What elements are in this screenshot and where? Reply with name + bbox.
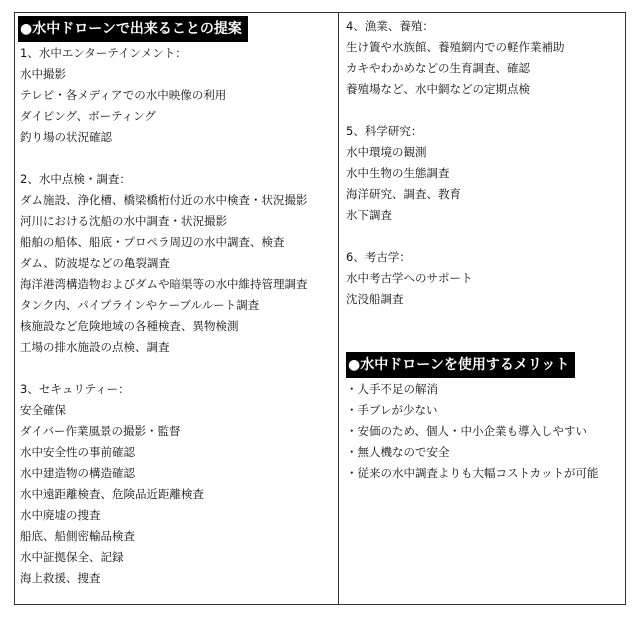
list-item: 氷下調査: [346, 208, 392, 222]
list-item: 沈没船調査: [346, 292, 404, 306]
section-heading: 5、科学研究：: [346, 124, 423, 138]
list-item: 水中建造物の構造確認: [20, 466, 135, 480]
list-item: 水中遠距離検査、危険品近距離検査: [20, 487, 204, 501]
left-column: [20, 16, 336, 589]
list-item: 生け簀や水族館、養殖網内での軽作業補助: [346, 40, 565, 54]
list-item: テレビ・各メディアでの水中映像の利用: [20, 88, 227, 102]
list-item: 水中撮影: [20, 67, 66, 81]
spacer: [20, 358, 336, 379]
merit-item: ・人手不足の解消: [346, 382, 438, 396]
list-item: カキやわかめなどの生育調査、確認: [346, 61, 530, 75]
proposal-title: ●水中ドローンで出来ることの提案: [18, 16, 248, 42]
list-item: ダム、防波堤などの亀裂調査: [20, 256, 170, 270]
list-item: タンク内、パイプラインやケーブルルート調査: [20, 298, 260, 312]
section-heading: 2、水中点検・調査：: [20, 172, 131, 186]
spacer: [346, 100, 622, 121]
list-item: 水中環境の観測: [346, 145, 427, 159]
merit-item: ・安価のため、個人・中小企業も導入しやすい: [346, 424, 588, 438]
list-item: 工場の排水施設の点検、調査: [20, 340, 170, 354]
column-divider: [338, 12, 339, 605]
right-column: [346, 16, 622, 484]
spacer: [346, 226, 622, 247]
section-heading: 1、水中エンターテインメント：: [20, 46, 187, 60]
list-item: 海洋研究、調査、教育: [346, 187, 461, 201]
list-item: 水中生物の生態調査: [346, 166, 450, 180]
list-item: 海上救援、捜査: [20, 571, 101, 585]
list-item: ダイビング、ボーティング: [20, 109, 156, 123]
list-item: 水中廃墟の捜査: [20, 508, 101, 522]
list-item: 水中考古学へのサポート: [346, 271, 473, 285]
list-item: 水中証拠保全、記録: [20, 550, 124, 564]
spacer: [20, 148, 336, 169]
list-item: 核施設など危険地域の各種検査、異物検測: [20, 319, 239, 333]
section-heading: 4、漁業、養殖：: [346, 19, 434, 33]
merit-item: ・従来の水中調査よりも大幅コストカットが可能: [346, 466, 599, 480]
list-item: 船舶の船体、船底・プロペラ周辺の水中調査、検査: [20, 235, 285, 249]
merit-item: ・無人機なので安全: [346, 445, 450, 459]
merit-item: ・手ブレが少ない: [346, 403, 438, 417]
list-item: 釣り場の状況確認: [20, 130, 112, 144]
spacer: [346, 310, 622, 331]
merit-title: ●水中ドローンを使用するメリット: [346, 352, 575, 378]
list-item: ダイバー作業風景の撮影・監督: [20, 424, 181, 438]
section-heading: 3、セキュリティー：: [20, 382, 130, 396]
list-item: 養殖場など、水中網などの定期点検: [346, 82, 530, 96]
list-item: 水中安全性の事前確認: [20, 445, 135, 459]
section-heading: 6、考古学：: [346, 250, 411, 264]
list-item: ダム施設、浄化槽、橋梁橋桁付近の水中検査・状況撮影: [20, 193, 308, 207]
list-item: 安全確保: [20, 403, 66, 417]
list-item: 海洋港湾構造物およびダムや暗渠等の水中維持管理調査: [20, 277, 308, 291]
list-item: 船底、船側密輸品検査: [20, 529, 135, 543]
list-item: 河川における沈船の水中調査・状況撮影: [20, 214, 227, 228]
spacer: [346, 331, 622, 352]
